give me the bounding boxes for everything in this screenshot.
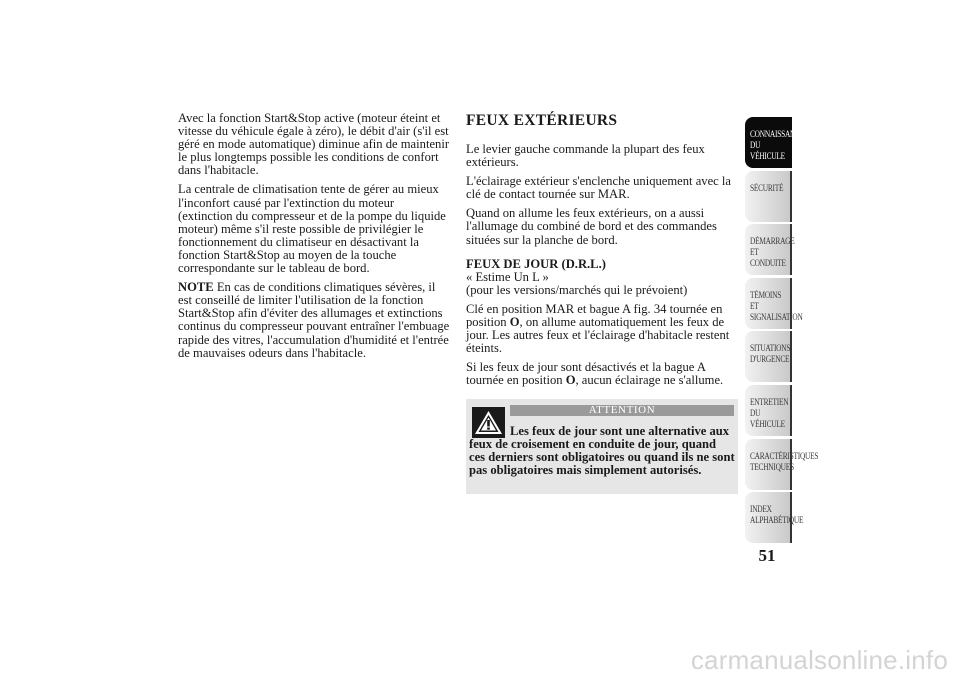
warning-label: ATTENTION bbox=[510, 405, 734, 416]
tab-index-alphabetique[interactable] bbox=[745, 492, 804, 543]
paragraph bbox=[466, 303, 738, 355]
paragraph: La centrale de climatisation tente de gérer au mieux l'inconfort causé par l'extinction du moteur (extinction du compresseur et de la pompe du liquide moteur) même s'il reste possible de privilégier le fonctionnement du climatiseur en désactivant la fonction Start&Stop au moyen de la touche correspondante sur le tableau de bord. bbox=[178, 182, 446, 276]
text-run: , on allume automatiquement les feux de jour. Les autres feux et l'éclairage d'habitacle restent éteints. bbox=[466, 315, 730, 356]
tab-label: TÉMOINS ET SIGNALISATION bbox=[750, 289, 803, 322]
page-number: 51 bbox=[758, 546, 776, 565]
tab-entretien-du-vehicule[interactable] bbox=[745, 385, 792, 436]
tab-label: INDEX ALPHABÉTIQUE bbox=[750, 504, 804, 526]
subsection-line: « Estime Un L » bbox=[466, 269, 549, 284]
tab-temoins-et-signalisation[interactable] bbox=[745, 278, 803, 329]
tab-demarrage-et-conduite[interactable] bbox=[745, 224, 795, 275]
warning-text bbox=[469, 425, 735, 477]
paragraph: Le levier gauche commande la plupart des feux extérieurs. bbox=[466, 142, 705, 170]
tab-label: SÉCURITÉ bbox=[750, 182, 784, 193]
tab-caracteristiques-techniques[interactable] bbox=[745, 439, 819, 490]
paragraph bbox=[466, 361, 738, 387]
section-heading: FEUX EXTÉRIEURS bbox=[466, 112, 618, 129]
text-run: Clé en position MAR et bague A fig. 34 tournée en position bbox=[466, 301, 723, 330]
paragraph: L'éclairage extérieur s'enclenche uniquement avec la clé de contact tournée sur MAR. bbox=[466, 174, 732, 202]
right-column bbox=[466, 112, 738, 394]
tab-label: ENTRETIEN DU VÉHICULE bbox=[750, 396, 789, 429]
position-label: O bbox=[509, 315, 520, 330]
tab-situations-d-urgence[interactable] bbox=[745, 331, 792, 382]
tab-securite[interactable] bbox=[745, 171, 792, 222]
text-run: Si les feux de jour sont désactivés et la bague A tournée en position bbox=[466, 360, 706, 388]
text-run: , aucun éclairage ne s'allume. bbox=[575, 373, 724, 388]
note-paragraph bbox=[178, 281, 450, 360]
note-text: En cas de conditions climatiques sévères, il est conseillé de limiter l'utilisation de la fonction Start&Stop afin d'éviter des allumages et extinctions continus du compresseur pouvant entraîner l'embuage rapide des vitres, l'accumulation d'humidité et l'entrée de mauvaises odeurs dans l'habitacle. bbox=[178, 280, 450, 360]
paragraph: Avec la fonction Start&Stop active (moteur éteint et vitesse du véhicule égale à zéro), le débit d'air (s'il est géré en mode automatique) diminue afin de maintenir le plus longtemps possible les conditions de confort dans l'habitacle. bbox=[178, 111, 450, 178]
warning-box bbox=[466, 399, 738, 494]
subsection-heading: FEUX DE JOUR (D.R.L.) bbox=[466, 256, 606, 271]
left-column bbox=[178, 112, 450, 366]
tab-connaissance-du-vehicule[interactable] bbox=[745, 117, 805, 168]
paragraph: Quand on allume les feux extérieurs, on a aussi l'allumage du combiné de bord et des commandes situées sur la planche de bord. bbox=[466, 206, 717, 247]
chapter-tabs bbox=[745, 117, 819, 546]
tab-label: SITUATIONS D'URGENCE bbox=[750, 343, 791, 365]
subsection-line: (pour les versions/marchés qui le prévoient) bbox=[466, 282, 688, 297]
position-label: O bbox=[565, 373, 576, 388]
tab-label: CARACTÉRISTIQUES TECHNIQUES bbox=[750, 450, 819, 472]
warning-text-rest: de jour, quand ces derniers sont obligatoires ou quand ils ne sont pas obligatoires mais simplement autorisés. bbox=[469, 437, 735, 477]
watermark: carmanualsonline.info bbox=[690, 645, 948, 675]
tab-label: CONNAISSANCE DU VÉHICULE bbox=[750, 129, 805, 161]
note-label: NOTE bbox=[178, 280, 214, 295]
warning-text-first: Les feux de jour sont une alternative aux feux de croisement en conduite bbox=[469, 424, 730, 451]
tab-label: DÉMARRAGE ET CONDUITE bbox=[750, 236, 795, 269]
